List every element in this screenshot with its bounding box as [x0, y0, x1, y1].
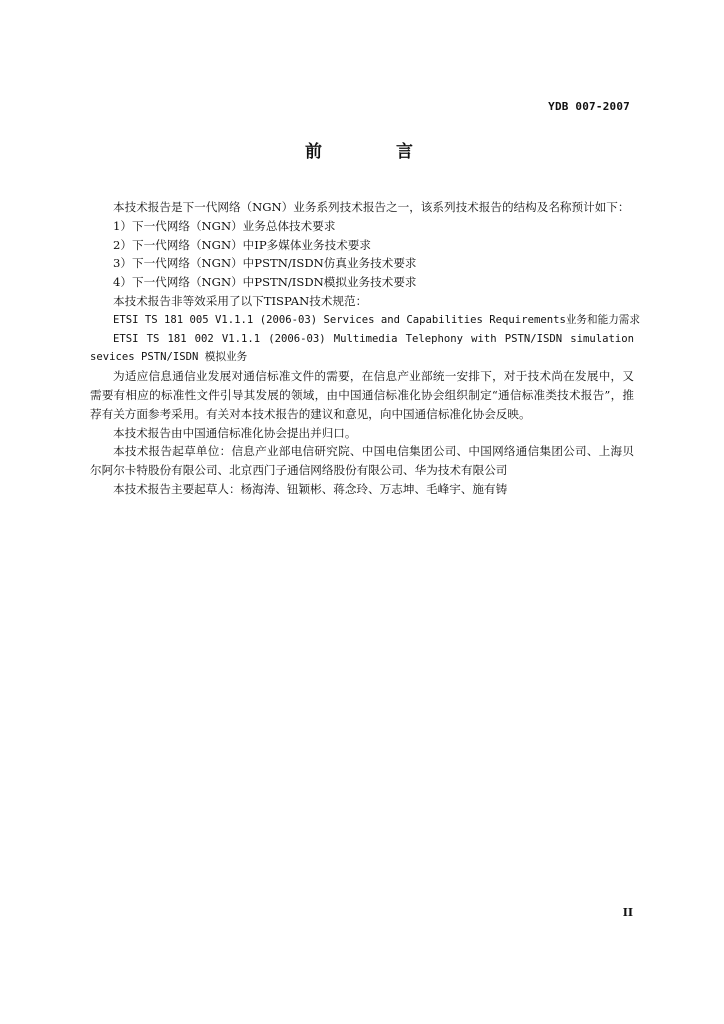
list-item: 2）下一代网络（NGN）中IP多媒体业务技术要求: [113, 237, 371, 252]
list-item: 3）下一代网络（NGN）中PSTN/ISDN仿真业务技术要求: [113, 256, 417, 271]
page-number: II: [622, 906, 633, 919]
page-title: 前 言: [305, 142, 447, 162]
drafters-paragraph: 本技术报告主要起草人：杨海涛、钮颖彬、蒋念玲、万志坤、毛峰宇、施有铸: [113, 481, 508, 496]
foreword-body: [90, 198, 640, 499]
purpose-paragraph: 为适应信息通信业发展对通信标准文件的需要，在信息产业部统一安排下，对于技术尚在发展中，又需要有相应的标准性文件引导其发展的领域，由中国通信标准化协会组织制定“通信标准类技术报告”，推荐有关方面参考采用。有关对本技术报告的建议和意见，向中国通信标准化协会反映。: [90, 369, 634, 421]
list-item: 1）下一代网络（NGN）业务总体技术要求: [113, 218, 336, 233]
intro-paragraph: 本技术报告是下一代网络（NGN）业务系列技术报告之一，该系列技术报告的结构及名称预计如下：: [113, 200, 630, 214]
proposer-paragraph: 本技术报告由中国通信标准化协会提出并归口。: [113, 425, 357, 440]
spec-intro-paragraph: 本技术报告非等效采用了以下TISPAN技术规范：: [113, 293, 368, 308]
document-id: YDB 007-2007: [548, 100, 630, 113]
list-item: 4）下一代网络（NGN）中PSTN/ISDN模拟业务技术要求: [113, 275, 417, 290]
drafting-units-paragraph: 本技术报告起草单位：信息产业部电信研究院、中国电信集团公司、中国网络通信集团公司、上海贝尔阿尔卡特股份有限公司、北京西门子通信网络股份有限公司、华为技术有限公司: [90, 444, 634, 478]
spec-reference: ETSI TS 181 002 V1.1.1 (2006-03) Multimedia Telephony with PSTN/ISDN simulation sevices PSTN/ISDN 模拟业务: [90, 332, 634, 364]
spec-reference: ETSI TS 181 005 V1.1.1 (2006-03) Services and Capabilities Requirements业务和能力需求: [113, 313, 640, 326]
